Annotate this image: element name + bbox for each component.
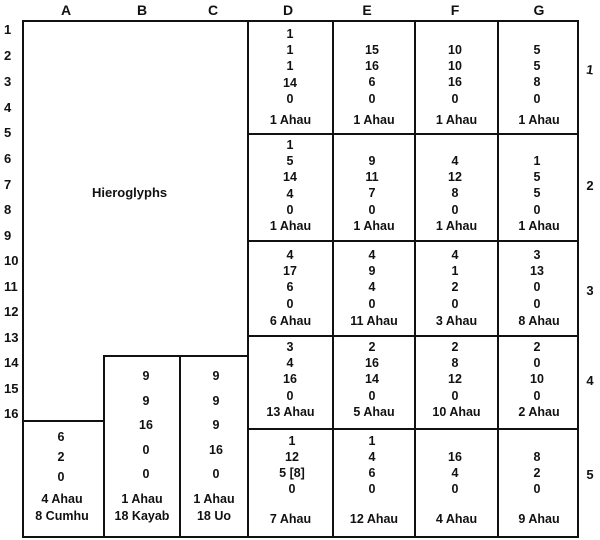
row-number-14: 14 bbox=[4, 355, 19, 370]
cell-g4-values: 2 0 10 0 bbox=[530, 340, 544, 403]
hieroglyphs-label: Hieroglyphs bbox=[92, 185, 168, 200]
section-divider-4 bbox=[247, 428, 579, 430]
section-divider-2 bbox=[247, 240, 579, 242]
cell-b-values: 9 9 16 0 0 bbox=[139, 369, 153, 481]
row-number-5: 5 bbox=[4, 125, 12, 140]
divider-hiero-d bbox=[247, 20, 249, 538]
row-number-1: 1 bbox=[4, 22, 12, 37]
cell-f3-date: 3 Ahau bbox=[435, 314, 478, 328]
cell-d5-values: 1 12 5 [8] 0 bbox=[279, 434, 305, 496]
cell-e3-date: 11 Ahau bbox=[350, 314, 398, 328]
cell-c-date-1: 1 Ahau bbox=[193, 492, 235, 506]
cell-f3-values: 4 1 2 0 bbox=[451, 248, 459, 311]
row-number-4: 4 bbox=[4, 100, 12, 115]
row-number-12: 12 bbox=[4, 304, 19, 319]
cell-c-date-2: 18 Uo bbox=[196, 509, 232, 523]
cell-d4-values: 3 4 16 0 bbox=[283, 340, 297, 403]
row-number-7: 7 bbox=[4, 177, 12, 192]
a-top-line bbox=[22, 420, 105, 422]
divider-f-g bbox=[497, 20, 499, 538]
cell-e4-values: 2 16 14 0 bbox=[365, 340, 379, 403]
cell-e1-date: 1 Ahau bbox=[353, 113, 395, 127]
cell-b-date-2: 18 Kayab bbox=[114, 509, 170, 523]
cell-g3-values: 3 13 0 0 bbox=[530, 248, 544, 311]
cell-g5-values: 8 2 0 bbox=[533, 450, 541, 496]
cell-d3-values: 4 17 6 0 bbox=[283, 248, 297, 311]
cell-g1-values: 5 5 8 0 bbox=[533, 43, 541, 106]
column-letter-f: F bbox=[450, 2, 460, 18]
section-divider-1 bbox=[247, 133, 579, 135]
cell-a-values: 6 2 0 bbox=[57, 430, 65, 484]
cell-d3-date: 6 Ahau bbox=[269, 314, 312, 328]
cell-f4-values: 2 8 12 0 bbox=[448, 340, 462, 403]
cell-g1-date: 1 Ahau bbox=[518, 113, 560, 127]
cell-e4-date: 5 Ahau bbox=[353, 405, 395, 419]
cell-g4-date: 2 Ahau bbox=[518, 405, 560, 419]
cell-d2-values: 1 5 14 4 0 bbox=[283, 138, 297, 217]
bc-top-line bbox=[103, 355, 249, 357]
cell-f1-date: 1 Ahau bbox=[435, 113, 478, 127]
row-number-9: 9 bbox=[4, 228, 12, 243]
column-letter-d: D bbox=[282, 2, 294, 18]
cell-a-date-2: 8 Cumhu bbox=[35, 509, 89, 523]
side-number-1: 1 bbox=[585, 61, 595, 78]
row-number-13: 13 bbox=[4, 330, 19, 345]
cell-g3-date: 8 Ahau bbox=[518, 314, 560, 328]
cell-g2-values: 1 5 5 0 bbox=[533, 154, 541, 217]
cell-d4-date: 13 Ahau bbox=[266, 405, 315, 419]
column-letter-b: B bbox=[136, 2, 148, 18]
cell-g5-date: 9 Ahau bbox=[518, 512, 560, 526]
cell-f1-values: 10 10 16 0 bbox=[448, 43, 462, 106]
cell-e5-values: 1 4 6 0 bbox=[368, 434, 376, 496]
row-number-6: 6 bbox=[4, 151, 12, 166]
cell-f5-values: 16 4 0 bbox=[448, 450, 462, 496]
cell-a-date-1: 4 Ahau bbox=[41, 492, 83, 506]
divider-e-f bbox=[414, 20, 416, 538]
section-divider-3 bbox=[247, 335, 579, 337]
row-number-15: 15 bbox=[4, 381, 19, 396]
cell-d1-values: 1 1 1 14 0 bbox=[283, 27, 297, 106]
cell-f2-date: 1 Ahau bbox=[435, 219, 478, 233]
cell-d1-date: 1 Ahau bbox=[269, 113, 312, 127]
side-number-3: 3 bbox=[586, 283, 594, 298]
side-number-5: 5 bbox=[586, 467, 594, 482]
column-letter-a: A bbox=[60, 2, 72, 18]
cell-c-values: 9 9 9 16 0 bbox=[209, 369, 223, 481]
row-number-11: 11 bbox=[4, 279, 18, 294]
side-number-4: 4 bbox=[586, 373, 594, 388]
cell-e1-values: 15 16 6 0 bbox=[365, 43, 379, 106]
cell-f2-values: 4 12 8 0 bbox=[448, 154, 462, 217]
row-number-3: 3 bbox=[4, 74, 12, 89]
row-number-10: 10 bbox=[4, 253, 19, 268]
cell-f5-date: 4 Ahau bbox=[435, 512, 478, 526]
column-letter-c: C bbox=[207, 2, 219, 18]
cell-f4-date: 10 Ahau bbox=[432, 405, 481, 419]
row-number-2: 2 bbox=[4, 48, 12, 63]
cell-e3-values: 4 9 4 0 bbox=[368, 248, 376, 311]
cell-b-date-1: 1 Ahau bbox=[121, 492, 163, 506]
cell-d5-date: 7 Ahau bbox=[269, 512, 312, 526]
cell-g2-date: 1 Ahau bbox=[518, 219, 560, 233]
cell-e2-values: 9 11 7 0 bbox=[365, 154, 379, 217]
side-number-2: 2 bbox=[586, 178, 594, 193]
column-letter-g: G bbox=[533, 2, 545, 18]
column-letter-e: E bbox=[362, 2, 372, 18]
divider-d-e bbox=[332, 20, 334, 538]
row-number-8: 8 bbox=[4, 202, 12, 217]
cell-d2-date: 1 Ahau bbox=[269, 219, 312, 233]
cell-e5-date: 12 Ahau bbox=[349, 512, 399, 526]
row-number-16: 16 bbox=[4, 406, 19, 421]
cell-e2-date: 1 Ahau bbox=[353, 219, 395, 233]
